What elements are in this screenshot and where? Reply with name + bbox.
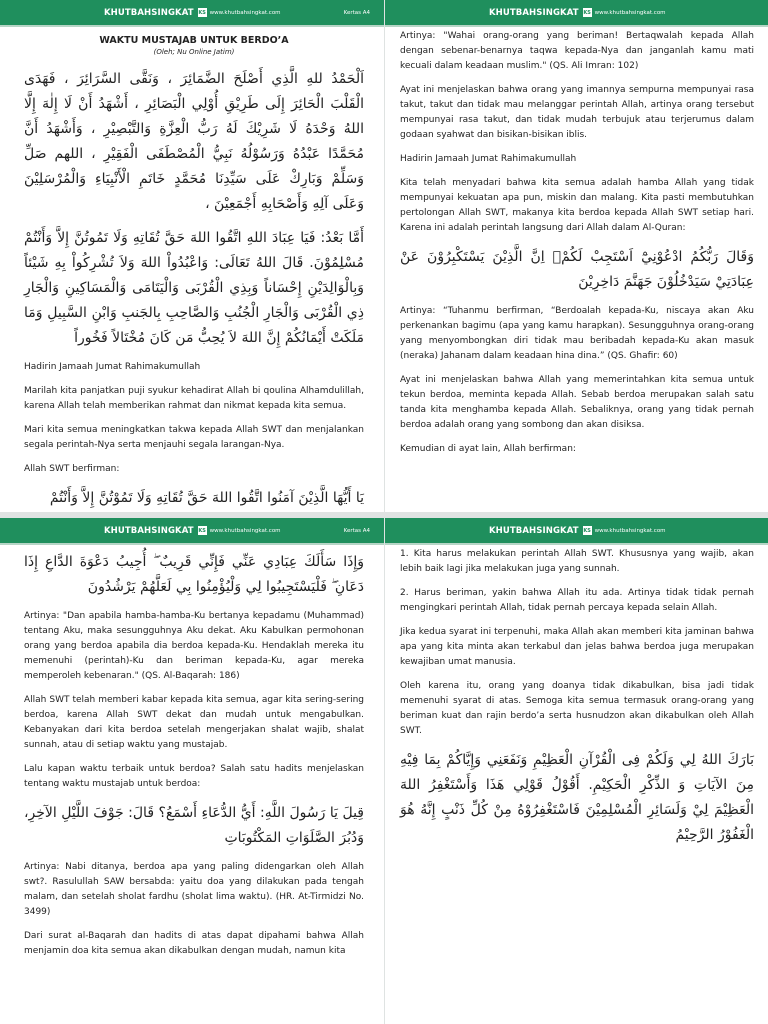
paragraph-dari-surat: Dari surat al-Baqarah dan hadits di atas dapat dipahami bahwa Allah menjamin doa kita semua akan dikabulkan dengan mudah, namun kita [24,931,364,956]
paragraph-artinya-hadits: Artinya: Nabi ditanya, berdoa apa yang paling didengarkan oleh Allah swt?. Rasulullah SAW bersabda: yaitu doa yang dilakukan pada tengah malam, dan setelah sholat fardhu (sholat lima waktu). (HR. At-Tirmidzi No. 3499) [24,862,364,917]
page-3 [0,518,384,1024]
arabic-hadits: قِيلَ يَا رَسُولَ اللَّهِ: أَيُّ الدُّعَاءِ أَسْمَعُ؟ قَالَ: جَوْفَ اللَّيْلِ الآخِرِ، وَدُبُرَ الصَّلَوَاتِ المَكْتُوبَاتِ [24,805,364,846]
site-url[interactable]: www.khutbahsingkat.com [594,9,666,16]
page-2 [385,0,768,512]
brand-name: KHUTBAHSINGKAT [104,525,194,536]
arabic-opening: اَلْحَمْدُ للهِ الَّذِي أَصْلَحَ الضَّمَائِرَ ، وَنَقَّى السَّرَائِرَ ، فَهَدَى الْقَلْبَ الْحَائِرَ إِلَى طَرِيْقِ أُوْلِي الْبَصَائِرِ ، أَشْهَدُ أَنْ لَا إِلٰهَ إِلَّا اللهُ وَحْدَهُ لَا شَرِيْكَ لَهُ رَبُّ الْعِزَّةِ وَالتَّبْصِيْرِ ، وَأَشْهَدُ أَنَّ مُحَمَّدًا عَبْدُهُ وَرَسُوْلُهُ نَبِيُّ الْمُصْطَفَى الْفَقِيْرِ ، اللهم صَلِّ وَسَلِّمْ وَبَارِكْ عَلَى سَيِّدِنَا مُحَمَّدٍ خَاتَمِ الْأَنْبِيَاءِ وَالْمُرْسَلِيْنَ وَعَلَى آلِهِ وَأَصْحَابِهِ أَجْمَعِيْنَ ، [24,71,364,212]
brand-logo-icon: KS [198,9,206,16]
page-4 [385,518,768,1024]
page-4-content [385,545,768,848]
site-url[interactable]: www.khutbahsingkat.com [209,9,281,16]
paper-size-label: Kertas A4 [343,9,370,16]
page-header [0,0,384,27]
paragraph-syukur: Marilah kita panjatkan puji syukur kehadirat Allah bi qoulina Alhamdulillah, karena Allah telah memberikan rahmat dan nikmat kepada kita semua. [24,386,364,411]
paragraph-artinya-ali-imran: Artinya: "Wahai orang-orang yang beriman! Bertaqwalah kepada Allah dengan sebenar-benarnya taqwa kepada-Nya dan janganlah kamu mati kecuali dalam keadaan muslim." (QS. Ali Imran: 102) [400,31,754,71]
page-header [0,518,384,545]
paragraph-waktu-terbaik: Lalu kapan waktu terbaik untuk berdoa? Salah satu hadits menjelaskan tentang waktu mustajab untuk berdoa: [24,764,364,789]
arabic-closing-doa: بَارَكَ اللهُ لِي وَلَكُمْ فِى الْقُرْآنِ الْعَظِيْمِ وَنَفَعَنِي وَإِيَّاكُمْ بِمَا فِيْهِ مِنَ الآيَاتِ وَ الذِّكْرِ الْحَكِيْمِ. أَقُوْلُ قَوْلِي هَذَا وَأَسْتَغْفِرُ اللهَ الْعَظِيْمَ لِيْ وَلَسَائِرِ الْمُسْلِمِيْنَ فَاسْتَغْفِرُوْهُ مِنْ كُلِّ ذَنْبٍ إِنَّهُ هُوَ الْغَفُوْرُ الرَّحِيْمُ [400,752,754,843]
paragraph-oleh-karena: Oleh karena itu, orang yang doanya tidak dikabulkan, bisa jadi tidak memenuhi syarat di atas. Semoga kita semua termasuk orang-orang yang beriman kuat dan rajin berdo’a serta husnudzon akan dikabulkan oleh Allah SWT. [400,681,754,736]
paragraph-hadirin: Hadirin Jamaah Jumat Rahimakumullah [400,154,577,164]
site-url[interactable]: www.khutbahsingkat.com [209,527,281,534]
page-2-content [385,27,768,457]
arabic-ayat-ali-imran: يَا أَيُّهَا الَّذِيْنَ آمَنُوا اتَّقُوا اللهَ حَقَّ تُقَاتِهِ وَلَا تَمُوْتُنَّ إِلاَّ وَأَنْتُمْ [49,490,364,506]
paragraph-hamba-allah: Kita telah menyadari bahwa kita semua adalah hamba Allah yang tidak mempunyai kekuatan apa pun, miskin dan malang. Kita pasti membutuhkan pertolongan Allah SWT, makanya kita berdoa kepada Allah SWT setiap hari. Karena ini adalah perintah langsung dari Allah dalam Al-Quran: [400,178,754,233]
list-item-syarat-1: 1. Kita harus melakukan perintah Allah SWT. Khususnya yang wajib, akan lebih baik lagi jika melakukan juga yang sunnah. [400,549,754,574]
document-subtitle: (Oleh; Nu Online Jatim) [153,48,235,56]
page-1 [0,0,384,512]
paragraph-takwa: Mari kita semua meningkatkan takwa kepada Allah SWT dan menjalankan segala perintah-Nya serta menjauhi segala larangan-Nya. [24,425,364,450]
paragraph-berfirman: Allah SWT berfirman: [24,464,120,474]
brand-name: KHUTBAHSINGKAT [489,525,579,536]
brand-logo-icon: KS [583,9,591,16]
arabic-ayat-baqarah: وَإِذَا سَأَلَكَ عِبَادِي عَنِّي فَإِنِّي قَرِيبٌ ۖ أُجِيبُ دَعْوَةَ الدَّاعِ إِذَا دَعَانِ ۖ فَلْيَسْتَجِيبُوا لِي وَلْيُؤْمِنُوا بِي لَعَلَّهُمْ يَرْشُدُونَ [24,554,364,595]
brand-name: KHUTBAHSINGKAT [489,7,579,18]
paragraph-artinya-baqarah: Artinya: "Dan apabila hamba-hamba-Ku bertanya kepadamu (Muhammad) tentang Aku, maka sesungguhnya Aku dekat. Aku Kabulkan permohonan orang yang berdoa apabila dia berdoa kepada-Ku. Hendaklah mereka itu memenuhi (perintah)-Ku dan beriman kepada-Ku, agar mereka memperoleh kebenaran." (QS. Al-Baqarah: 186) [24,611,364,681]
paragraph-kabar: Allah SWT telah memberi kabar kepada kita semua, agar kita sering-sering berdoa, karena Allah SWT dekat dan mudah untuk mengabulkan. Kebanyakan dari kita berdoa setelah mengerjakan shalat wajib, shalat sunnah, atau di setiap waktu yang mustajab. [24,695,364,750]
arabic-amma-badu: أَمَّا بَعْدُ: فَيَا عِبَادَ اللهِ اتَّقُوا اللهَ حَقَّ تُقَاتِهِ وَلَا تَمُوتُنَّ إِلاَّ وَأَنْتُمْ مُسْلِمُوْنَ. قَالَ اللهُ تَعَالَى: وَاعْبُدُواْ اللهَ وَلاَ تُشْرِكُواْ بِهِ شَيْئاً وَبِالْوَالِدَيْنِ إِحْسَاناً وَبِذِي الْقُرْبَى وَالْيَتَامَى وَالْمَسَاكِينِ وَالْجَارِ ذِي الْقُرْبَى وَالْجَارِ الْجُنُبِ وَالصَّاحِبِ بِالجَنبِ وَابْنِ السَّبِيلِ وَمَا مَلَكَتْ أَيْمَانُكُمْ إِنَّ اللهَ لاَ يُحِبُّ مَن كَانَ مُخْتَالاً فَخُوراً [24,230,364,346]
list-item-syarat-2: 2. Harus beriman, yakin bahwa Allah itu ada. Artinya tidak tidak pernah mengingkari perintah Allah, tidak pernah percaya kepada selain Allah. [400,588,754,613]
page-1-content [0,27,384,512]
document-title: WAKTU MUSTAJAB UNTUK BERDO’A [99,35,289,46]
page-header [385,0,768,27]
paragraph-kemudian: Kemudian di ayat lain, Allah berfirman: [400,444,576,454]
paragraph-jaminan: Jika kedua syarat ini terpenuhi, maka Allah akan memberi kita jaminan bahwa apa yang kita minta akan terkabul dan jelas bahwa berdoa juga merupakan kewajiban umat manusia. [400,627,754,667]
paragraph-penjelasan-doa: Ayat ini menjelaskan bahwa Allah yang memerintahkan kita semua untuk tekun berdoa, meminta kepada Allah. Sebab berdoa merupakan salah satu tanda kita menghamba kepada Allah. Sebaliknya, orang yang tidak pernah berdoa adalah orang yang sombong dan akan disiksa. [400,375,754,430]
brand-logo-icon: KS [583,527,591,534]
site-url[interactable]: www.khutbahsingkat.com [594,527,666,534]
paragraph-artinya-ghafir: Artinya: “Tuhanmu berfirman, “Berdoalah kepada-Ku, niscaya akan Aku perkenankan bagimu (apa yang kamu harapkan). Sesungguhnya orang-orang yang menyombongkan diri tidak mau beribadah kepada-Ku akan masuk (neraka) Jahanam dalam keadaan hina dina.” (QS. Ghafir: 60) [400,306,754,361]
brand-name: KHUTBAHSINGKAT [104,7,194,18]
page-3-content [0,545,384,959]
page-header [385,518,768,545]
brand-logo-icon: KS [198,527,206,534]
paragraph-hadirin: Hadirin Jamaah Jumat Rahimakumullah [24,362,201,372]
arabic-ayat-ghafir: وَقَالَ رَبُّكُمُ ادْعُوْنِيْٓ اَسْتَجِبْ لَكُمْۗ اِنَّ الَّذِيْنَ يَسْتَكْبِرُوْنَ عَنْ عِبَادَتِيْ سَيَدْخُلُوْنَ جَهَنَّمَ دَاخِرِيْنَ [400,249,754,290]
paragraph-penjelasan-takwa: Ayat ini menjelaskan bahwa orang yang imannya sempurna mempunyai rasa takut, takut dan tidak mau melanggar perintah Allah, artinya orang tersebut mempunyai rasa takut, dan tidak mudah terbujuk atau terjerumus dalam godaan syahwat dan bisikan-bisikan iblis. [400,85,754,140]
paper-size-label: Kertas A4 [343,527,370,534]
